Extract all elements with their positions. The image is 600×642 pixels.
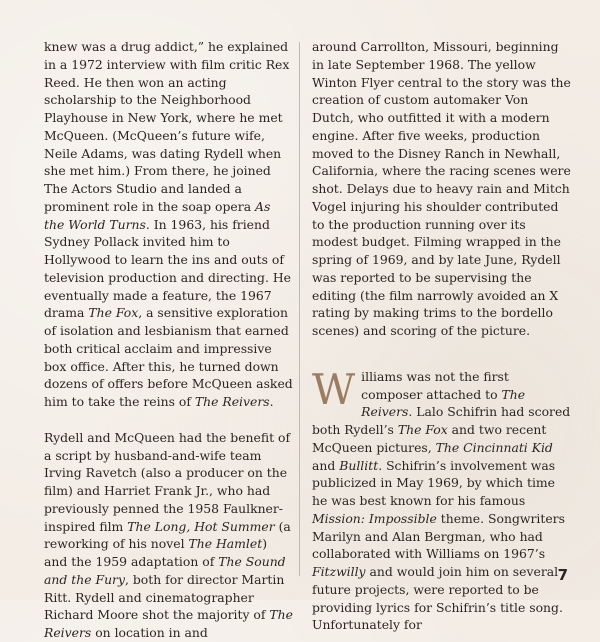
text-run: and would join him on several future projects, were reported to be providing lyrics for Schifrin’s title song. Unfortunately for [312,564,563,633]
page-number: 7 [557,566,568,584]
italic-title: As the World Turns [44,198,271,232]
left-column [44,38,294,642]
text-run: knew was a drug addict,” he explained in a 1972 interview with film critic Rex Reed. He then won an acting scholarship to the Neighborhood Playhouse in New York, where he met McQueen. (McQueen’s future wife, Neile Adams, was dating Rydell when she met him.) From there, he joined The Actors Studio and landed a prominent role in the soap opera [44,39,290,214]
text-run: , a sensitive exploration of isolation and lesbianism that earned both critical acclaim and impressive box office. After this, he turned down dozens of offers before McQueen asked him to take the reins of [44,305,293,409]
italic-title: Fitzwilly [312,564,366,579]
text-run: theme. Songwriters Marilyn and Alan Bergman, who had collaborated with Williams on 1967’s [312,510,565,562]
paragraph [312,364,572,634]
italic-title: Mission: Impossible [312,510,437,526]
paragraph: around Carrollton, Missouri, beginning in late September 1968. The yellow Winton Flyer central to the story was the creation of custom automaker Von Dutch, who outfitted it with a modern engine. After five weeks, production moved to the Disney Ranch in Newhall, California, where the racing scenes were shot. Delays due to heavy rain and Mitch Vogel injuring his shoulder contributed to the production running over its modest budget. Filming wrapped in the spring of 1969, and by late June, Rydell was reported to be supervising the editing (the film narrowly avoided an X rating by making trims to the bordello scenes) and scoring of the picture. [312,39,571,338]
italic-title: The Cincinnati Kid [435,439,553,455]
italic-title: Bullitt [339,457,379,473]
paragraph [44,429,294,642]
paragraph-spacer [312,340,572,368]
text-run: and [312,457,340,473]
column-divider [299,42,300,576]
text-run: . In 1963, his friend Sydney Pollack invited him to Hollywood to learn the ins and outs of television production and directing. He eventually made a feature, the 1967 drama [44,216,291,321]
text-run: . [269,394,274,409]
italic-title: The Fox [397,422,448,437]
text-run: illiams was not the first composer attached to [361,368,509,402]
italic-title: The Reivers [194,394,270,409]
italic-title: The Sound and the Fury [44,554,286,587]
paragraph [44,38,294,411]
text-run: and two recent McQueen pictures, [312,422,547,455]
italic-title: The Reivers [44,607,293,640]
text-run: on location in and [91,625,208,640]
text-run: (a reworking of his novel [44,518,291,552]
italic-title: The Fox [88,305,139,321]
italic-title: The Hamlet [188,536,263,552]
drop-cap: W [312,364,356,414]
text-run: . Lalo Schifrin had scored both Rydell’s [312,404,571,437]
italic-title: The Long, Hot Summer [127,518,275,534]
text-run: , both for director Martin Ritt. Rydell and cinematographer Richard Moore shot the majority of [44,571,285,623]
text-run: . Schifrin’s involvement was publicized in May 1969, by which time he was best known for his famous [312,457,556,508]
right-column [312,38,572,634]
italic-title: The Reivers [361,386,526,420]
text-run: Rydell and McQueen had the benefit of a script by husband-and-wife team Irving Ravetch (also a producer on the film) and Harriet Frank Jr., who had previously penned the 1958 Faulkner-inspired film [44,429,291,534]
text-run: ) and the 1959 adaptation of [44,536,268,569]
paragraph-spacer [44,411,294,429]
